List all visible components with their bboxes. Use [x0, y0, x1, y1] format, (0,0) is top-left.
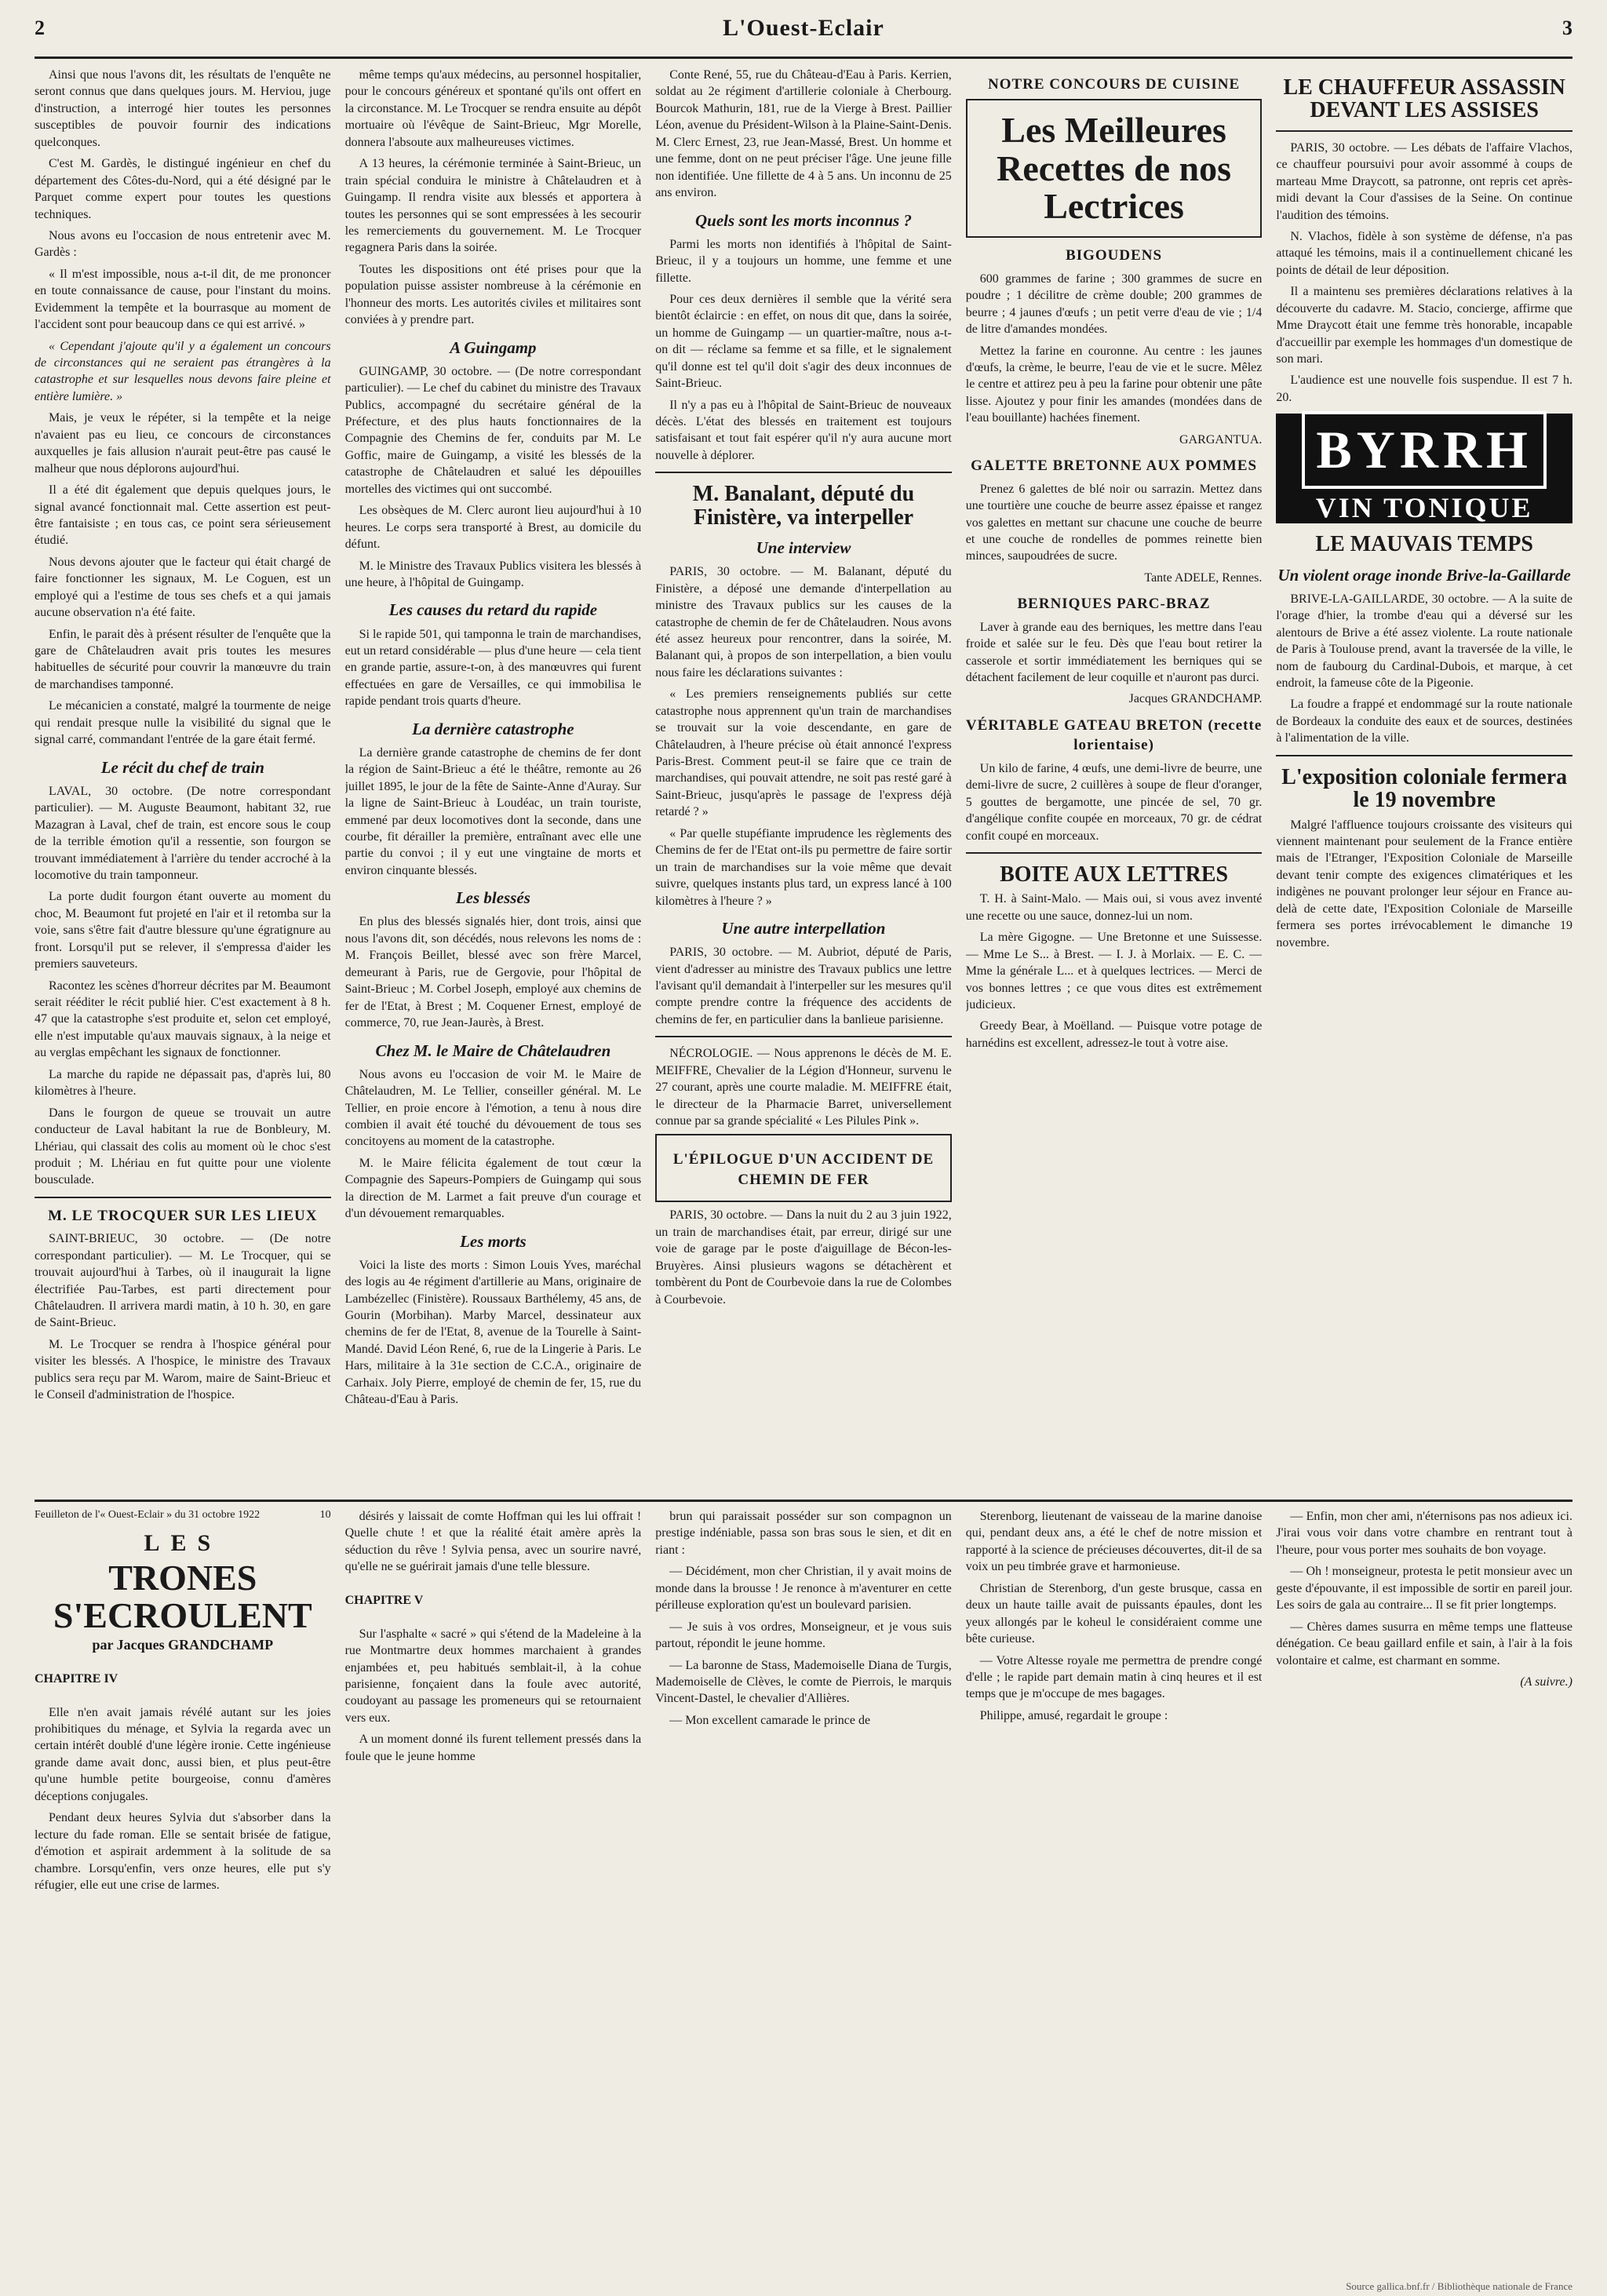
byrrh-advertisement [1276, 414, 1572, 523]
feuilleton-title-block [35, 1528, 331, 1654]
paragraph: Conte René, 55, rue du Château-d'Eau à Paris. Kerrien, soldat au 2e régiment d'artillerie coloniale à Cherbourg. Bourcok Mathurin, 181, rue de la Vierge à Brest. Paillier Léon, avenue du Président-Wilson à la Plaine-Saint-Denis. M. Clerc Ernest, 23, rue Jean-Massé, Brest. Un homme et une femme, dont on ne peut préciser l'âge. Une jeune fille non identifiée. Une fillette de 4 à 5 ans. Un inconnu de 25 ans environ. [655, 68, 952, 200]
signature: Jacques GRANDCHAMP. [1128, 692, 1263, 706]
column-4 [966, 67, 1263, 1495]
divider [655, 1036, 952, 1037]
paragraph: même temps qu'aux médecins, au personnel hospitalier, pour le concours généreux et spontané qu'ils ont offert en la circonstance. M. Le Trocquer se rendra ensuite au dépôt mortuaire où l'évêque de Saint-Brieuc, Mgr Morelle, donnera l'absoute aux malheureuses victimes. [344, 68, 642, 149]
feuilleton-section [35, 1500, 1572, 2261]
recipe-title: BERNIQUES PARC-BRAZ [1017, 596, 1211, 613]
recipe-title: GALETTE BRETONNE AUX POMMES [971, 457, 1258, 475]
paragraph: A un moment donné ils furent tellement pressés dans la foule que le jeune homme [344, 1733, 642, 1763]
ad-brand: BYRRH [1302, 411, 1547, 489]
paragraph: A 13 heures, la cérémonie terminée à Saint-Brieuc, un train spécial conduira le ministre à Châtelaudren et à Guingamp. Il rendra visite aux blessés et apportera à toutes les personnes qui se sont empressées à les secourir les remerciements du gouvernement. M. Le Trocquer regagnera Paris dans la soirée. [344, 157, 642, 255]
headline-banalant: M. Banalant, député du Finistère, va interpeller [692, 482, 915, 530]
paragraph: La porte dudit fourgon étant ouverte au moment du choc, M. Beaumont fut projeté en l'air et il retomba sur la voie, sans s'être fait d'autre blessure qu'une égratignure au front. Lorsqu'il put se relever, il s'empressa d'aider les premiers sauveteurs. [35, 890, 331, 971]
paragraph: M. le Ministre des Travaux Publics visitera les blessés à une heure, à l'hôpital de Guingamp. [344, 559, 642, 589]
paragraph: Sur l'asphalte « sacré » qui s'étend de la Madeleine à la rue Montmartre deux hommes marchaient à grandes enjambées et, peu habitués semblait-il, à la cohue parisienne, fonçaient dans la foule avec autorité, coudoyant au passage les promeneurs qui se retournaient vers eux. [344, 1627, 642, 1725]
paragraph: PARIS, 30 octobre. — M. Aubriot, député de Paris, vient d'adresser au ministre des Travaux publics une lettre l'avisant qu'il demandait à l'interpeller sur les mesures qu'il compte prendre contre la fréquence des accidents de chemins de fer, en particulier dans la banlieue parisienne. [655, 946, 952, 1026]
feuilleton-header-text: Feuilleton de l'« Ouest-Eclair » du 31 octobre 1922 [35, 1509, 261, 1521]
paragraph: NÉCROLOGIE. — Nous apprenons le décès de M. E. MEIFFRE, Chevalier de la Légion d'Honneur, survenu le 27 courant, après une courte maladie. M. MEIFFRE était, le directeur de la Pharmacie Barret, universellement connue par sa grande spécialité « Les Pilules Pink ». [655, 1047, 952, 1128]
paragraph: La dernière grande catastrophe de chemins de fer dont la région de Saint-Brieuc a été le théâtre, remonte au 26 juillet 1895, le jour de la fête de Sainte-Anne d'Auray. Sur la ligne de Saint-Brieuc à Loudéac, un train touriste, emmené par deux locomotives dont la seconde, dans une courbe, fit dérailler la première, entraînant avec elle une partie du convoi ; il y eut une vingtaine de morts et environ cinquante blessés. [344, 745, 642, 877]
paragraph: La marche du rapide ne dépassait pas, d'après lui, 80 kilomètres à l'heure. [35, 1067, 331, 1099]
subheading-interview: Une interview [756, 538, 851, 558]
feuilleton-number: 10 [319, 1509, 331, 1521]
column-1 [35, 67, 331, 1495]
paragraph: PARIS, 30 octobre. — Dans la nuit du 2 au 3 juin 1922, un train de marchandises était, par erreur, dirigé sur une voie de garage par le poste d'aiguillage de Bécon-les-Bruyères. Ainsi plusieurs wagons se détachèrent et tombèrent du Pont de Courbevoie dans la rue de Colombes à Courbevoie. [655, 1208, 952, 1307]
recipes-headline-box [966, 99, 1263, 238]
column-2 [345, 67, 642, 1495]
divider [966, 852, 1263, 854]
source-credit: Source gallica.bnf.fr / Bibliothèque nationale de France [1346, 2280, 1572, 2292]
paragraph: — La baronne de Stass, Mademoiselle Diana de Turgis, Mademoiselle de Clèves, le comte de Pierrois, le marquis Vincent-Dastel, le chevalier d'Allières. [655, 1658, 952, 1706]
paragraph: Elle n'en avait jamais révélé autant sur les joies prohibitiques du ménage, et Sylvia la regarda avec un certain intérêt doublé d'une légère ironie. Cette ingénieuse grande dame avait donc, aussi bien, et plus peut-être qu'une humble petite bourgeoise, connu d'amères déceptions conjugales. [35, 1705, 331, 1803]
paragraph: Nous avons eu l'occasion de voir M. le Maire de Châtelaudren, M. Le Tellier, conseiller général. M. Le Tellier, en proie encore à l'émotion, a tenu à nous dire combien il avait été touché du dévouement de tous ses concitoyens au moment de la catastrophe. [344, 1067, 642, 1149]
section-title: NOTRE CONCOURS DE CUISINE [988, 76, 1241, 93]
headline-epilogue: L'ÉPILOGUE D'UN ACCIDENT DE CHEMIN DE FER [672, 1151, 935, 1188]
headline-recettes: Les Meilleures Recettes de nos Lectrices [997, 110, 1232, 227]
page-number-left: 2 [35, 16, 45, 39]
paragraph: Il n'y a pas eu à l'hôpital de Saint-Brieuc de nouveaux décès. L'état des blessés en traitement est toujours satisfaisant et tout fait espérer qu'il n'y aura aucune mort nouvelle à déplorer. [655, 398, 952, 462]
paragraph: L'audience est une nouvelle fois suspendue. Il est 7 h. 20. [1276, 374, 1572, 404]
feuilleton-column-4 [966, 1508, 1263, 2261]
paragraph: — Chères dames susurra en même temps une flatteuse dénégation. Ce beau gaillard enfile et sain, à l'air à la fois volontaire et calme, est charmant en somme. [1276, 1620, 1572, 1667]
headline-expo: L'exposition coloniale fermera le 19 novembre [1281, 764, 1568, 813]
chapter-heading: CHAPITRE V [344, 1594, 424, 1608]
to-be-continued: (A suivre.) [1520, 1675, 1572, 1689]
paragraph: — Oh ! monseigneur, protesta le petit monsieur avec un geste d'épouvante, il est impossible de sortir en pareil jour. Les soirs de gala au contraire... Il se fit prier longtemps. [1276, 1565, 1572, 1613]
paragraph: BRIVE-LA-GAILLARDE, 30 octobre. — A la suite de l'orage d'hier, la trombe d'eau qui a déversé sur les alentours de Brive a été assez violente. La route nationale de Paris à Toulouse prend, avant la traversée de la ville, le nom de faubourg du Cardinal-Dubois, et marque, à cet endroit, la fameuse côte de la Pigeonie. [1276, 592, 1572, 691]
paragraph: Nous avons eu l'occasion de nous entretenir avec M. Gardès : [35, 228, 331, 260]
paragraph: 600 grammes de farine ; 300 grammes de sucre en poudre ; 1 décilitre de crème double; 200 grammes de beurre ; 4 jaunes d'œufs ; un petit verre d'eau de vie ; 1/4 de litre d'amandes mondées. [965, 272, 1263, 337]
masthead [35, 0, 1572, 59]
feuilleton-column-1 [35, 1508, 331, 2261]
subheading-recit: Le récit du chef de train [100, 757, 264, 777]
subheading-guingamp: A Guingamp [450, 337, 537, 357]
paragraph: La foudre a frappé et endommagé sur la route nationale de Bordeaux la conduite des eaux et de sources, destinées à l'alimentation de la ville. [1276, 698, 1572, 745]
paragraph: Philippe, amusé, regardait le groupe : [979, 1708, 1168, 1722]
paragraph: Il a maintenu ses premières déclarations relatives à la découverte du cadavre. M. Stacio, concierge, affirme que Mme Draycott était une femme très honorable, incapable d'accueillir par exemple les hommages d'un domestique de son mari. [1276, 285, 1572, 366]
paragraph: GUINGAMP, 30 octobre. — (De notre correspondant particulier). — Le chef du cabinet du ministre des Travaux Publics, accompagné du secrétaire général de la Préfecture, et des plus hauts fonctionnaires de la Compagnie des Chemins de fer, conduits par M. Le Goffic, maire de Guingamp, a visité les blessés de la catastrophe de Châtelaudren et salué les dépouilles mortelles des victimes qui ont succombé. [344, 364, 642, 496]
paragraph: — Enfin, mon cher ami, n'éternisons pas nos adieux ici. J'irai vous voir dans votre chambre en rentrant tout à l'heure, pour vous porter mes souhaits de bon voyage. [1276, 1510, 1572, 1557]
paragraph: Mettez la farine en couronne. Au centre : les jaunes d'œufs, la crème, le beurre, l'eau de vie et le sucre. Mêlez le centre et attirez peu à peu la farine pour obtenir une pâte lisse. Ajoutez y pour finir les amandes (mondées dans de l'eau bouillante) hachées finement. [965, 344, 1263, 425]
paragraph: « Les premiers renseignements publiés sur cette catastrophe nous apprennent qu'un train de marchandises se trouvait sur la voie descendante, en gare de Châtelaudren, à l'heure précise où était annoncé l'express Paris-Brest. Comment peut-il se faire que ce train de marchandises, qui pouvait attendre, ne soit pas resté garé à Saint-Brieuc, jusqu'après le passage de l'express déjà retardé ? » [655, 687, 952, 819]
paragraph: Ainsi que nous l'avons dit, les résultats de l'enquête ne seront connus que dans quelques jours. M. Herviou, juge d'instruction, a interrogé hier toutes les personnes susceptibles de pouvoir fournir des indications quelconques. [35, 68, 331, 149]
paragraph: N. Vlachos, fidèle à son système de défense, n'a pas attaqué les témoins, mais il a continuellement chicané les points de détail de leur déposition. [1276, 229, 1572, 277]
subheading-blesses: Les blessés [455, 888, 530, 908]
newspaper-title: L'Ouest-Eclair [723, 15, 884, 41]
paragraph: Prenez 6 galettes de blé noir ou sarrazin. Mettez dans une tourtière une couche de beurre assez épaisse et rangez vos galettes en mettant sur chacune une couche de beurre et une couche de rondelles de pommes reinette bien minces, saupoudrées de sucre. [965, 482, 1263, 563]
paragraph: Pendant deux heures Sylvia dut s'absorber dans la lecture du fade roman. Elle se sentait brisée de fatigue, d'émotion et aspirait ardemment à la solitude de sa chambre. Lorsqu'enfin, vers onze heures, elle put s'y réfugier, elle eut une crise de larmes. [35, 1811, 331, 1892]
column-3 [655, 67, 952, 1495]
paragraph: Parmi les morts non identifiés à l'hôpital de Saint-Brieuc, il y a toujours un homme, une femme et une fillette. [655, 237, 952, 285]
paragraph: Les obsèques de M. Clerc auront lieu aujourd'hui à 10 heures. Le corps sera transporté à Brest, au domicile du défunt. [344, 504, 642, 552]
paragraph: Le mécanicien a constaté, malgré la tourmente de neige qui rendait presque nulle la visibilité du signal que le signal carré, commandant l'entrée de la gare était fermé. [35, 699, 331, 747]
headline-boite: BOITE AUX LETTRES [1000, 862, 1229, 887]
divider [655, 472, 952, 473]
paragraph: Mais, je veux le répéter, si la tempête et la neige n'avaient pas eu lieu, ce concours de circonstances auxquelles je fais allusion n'aurait peut-être pas causé le malheur que nous déplorons aujourd'hui. [35, 411, 331, 476]
paragraph: Racontez les scènes d'horreur décrites par M. Beaumont serait rééditer le récit publié hier. C'est exactement à 8 h. 47 que la catastrophe s'est produite et, selon cet employé, elle n'est imputable qu'aux mauvais signaux, à la neige et au verglas empêchant les signaux de fonctionner. [35, 979, 331, 1060]
paragraph: Si le rapide 501, qui tamponna le train de marchandises, eut un retard considérable — plus d'une heure — cela tient en grande partie, assure-t-on, à des manœuvres qui furent effectuées en gare de Versailles, ce qui immobilisa le rapide pendant trois quarts d'heure. [344, 627, 642, 709]
feuilleton-column-3 [655, 1508, 952, 2261]
feuilleton-title: TRONES S'ECROULENT [53, 1557, 312, 1636]
feuilleton-column-2 [345, 1508, 642, 2261]
paragraph: « Par quelle stupéfiante imprudence les règlements des Chemins de fer de l'Etat ont-ils pu permettre de faire sortir un train de marchandises sur la voie même que devait suivre, quelques instants plus tard, un express lancé à 100 kilomètres à l'heure ? » [655, 826, 952, 908]
paragraph: Voici la liste des morts : Simon Louis Yves, maréchal des logis au 4e régiment d'artillerie au Mans, originaire de Lambézellec (Finistère). Roussaux Barthélemy, 45 ans, de Gourin (Morbihan). Marby Marcel, dessinateur aux chemins de fer de l'Etat, 8, avenue de la Tourelle à Saint-Mandé. David Léon René, 6, rue de la Lingerie à Paris. Le Hars, militaire à la 31e section de C.C.A., originaire de Carhaix. Joly Pierre, employé de chemin de fer, 15, rue du Château-d'Eau à Paris. [344, 1258, 642, 1407]
paragraph: Pour ces deux dernières il semble que la vérité sera bientôt éclaircie : en effet, on nous dit que, dans la soirée, un homme de Guingamp — un quartier-maître, nous a-t-on dit — réclame sa femme et sa fille, et le signalement qu'il donne est tel qu'il doit s'agir des deux inconnues de Saint-Brieuc. [655, 292, 952, 391]
subheading-derniere: La dernière catastrophe [412, 719, 574, 738]
paragraph: désirés y laissait de comte Hoffman qui les lui offrait ! Quelle chute ! et que la réalité était amère après la séduction du rêve ! Sylvia pensa, avec un sourire navré, qu'elle ne se guérirait jamais d'une telle blessure. [344, 1510, 642, 1574]
paragraph: Dans le fourgon de queue se trouvait un autre conducteur de Laval habitant la rue de Bonbleury, M. Lhériau, qui classait des colis au moment où le choc s'est produit ; M. Lhériau en fut quitte pour une violente bousculade. [35, 1106, 331, 1187]
paragraph: C'est M. Gardès, le distingué ingénieur en chef du département des Côtes-du-Nord, qui a été désigné par le Parquet comme expert pour toutes les questions techniques. [35, 157, 331, 221]
paragraph: Laver à grande eau des berniques, les mettre dans l'eau froide et salée sur le feu. Dès que l'eau bout retirer la casserole et sortir immédiatement les berniques qui se détachent facilement de leur coquille et n'auront pas durci. [965, 620, 1263, 685]
epilogue-box [655, 1134, 952, 1202]
article-grid [35, 67, 1572, 1495]
ad-tagline: VIN TONIQUE [1315, 491, 1533, 523]
paragraph: En plus des blessés signalés hier, dont trois, ainsi que nous l'avons dit, son décédés, nous relevons les noms de : M. François Beillet, blessé avec son frère Marcel, demeurant à Paris, rue de Gergovie, pour l'hôpital de Saint-Brieuc ; M. Corbel Joseph, employé aux chemins de fer de l'Etat, à Brest ; M. Coquener Ernest, employé de commerce, 70, rue Jean-Jaurès, à Brest. [344, 915, 642, 1030]
recipe-title: BIGOUDENS [1066, 247, 1163, 264]
headline-chauffeur: LE CHAUFFEUR ASSASSIN DEVANT LES ASSISES [1283, 75, 1565, 123]
paragraph: Greedy Bear, à Moëlland. — Puisque votre potage de harnédins est excellent, adressez-le tout à votre aise. [965, 1019, 1263, 1050]
paragraph: — Décidément, mon cher Christian, il y avait moins de monde dans la brousse ! Je renonce à m'aventurer en cette périlleuse exploration qu'est un boulevard parisien. [655, 1565, 952, 1613]
paragraph: « Il m'est impossible, nous a-t-il dit, de me prononcer en toute connaissance de cause, pour l'instant du moins. Evidemment la tempête et la bourrasque au moment de l'accident sont pour beaucoup dans ce qui est arrivé. » [35, 267, 331, 332]
paragraph: T. H. à Saint-Malo. — Mais oui, si vous avez inventé une recette ou une sauce, donnez-lui un nom. [965, 892, 1263, 923]
headline-temps: LE MAUVAIS TEMPS [1315, 532, 1533, 557]
paragraph: — Votre Altesse royale me permettra de prendre congé d'elle ; le rapide part demain matin à cinq heures et il est temps que je m'occupe de mes bagages. [965, 1653, 1263, 1701]
subheading-causes: Les causes du retard du rapide [388, 600, 598, 620]
subheading-autre: Une autre interpellation [721, 918, 886, 938]
paragraph: brun qui paraissait posséder sur son compagnon un prestige indéniable, passa son bras sous le sien, et dit en riant : [655, 1510, 952, 1557]
divider [35, 1197, 331, 1198]
page-number-right: 3 [1562, 16, 1572, 39]
signature: GARGANTUA. [1179, 432, 1263, 446]
subheading-inconnus: Quels sont les morts inconnus ? [694, 210, 912, 230]
subheading-maire: Chez M. le Maire de Châtelaudren [375, 1040, 611, 1060]
headline-trocquer: M. LE TROCQUER SUR LES LIEUX [48, 1207, 318, 1224]
recipe-title: VÉRITABLE GATEAU BRETON (recette lorientaise) [965, 716, 1263, 754]
divider [1276, 130, 1572, 132]
column-5 [1276, 67, 1572, 1495]
subheading-morts: Les morts [460, 1231, 527, 1251]
chapter-heading: CHAPITRE IV [35, 1671, 118, 1686]
paragraph: Enfin, le parait dès à présent résulter de l'enquête que la gare de Châtelaudren avait pris toutes les mesures habituelles de sécurité pour couvrir la manœuvre du train de marchandises tamponné. [35, 627, 331, 691]
feuilleton-title-les: LES [144, 1529, 222, 1556]
paragraph: Toutes les dispositions ont été prises pour que la population puisse assister nombreuse à la cérémonie en l'honneur des morts. Les autorités civiles et militaires sont conviées à y prendre part. [344, 262, 642, 327]
paragraph: LAVAL, 30 octobre. (De notre correspondant particulier). — M. Auguste Beaumont, habitant 32, rue Mazagran à Laval, chef de train, est encore sous le coup de la terrible émotion qu'il a ressentie, son fourgon se trouvant immédiatement à l'arrière du tender accroché à la locomotive du train tamponneur. [35, 784, 331, 882]
paragraph: La mère Gigogne. — Une Bretonne et une Suissesse. — Mme Le S... à Brest. — I. J. à Morlaix. — E. C. — Mme la générale L... et à quelques lectrices. — Merci de vos bonnes lettres ; ce que vous dites est extrêmement judicieux. [965, 931, 1263, 1011]
paragraph: Sterenborg, lieutenant de vaisseau de la marine danoise qui, pendant deux ans, a été le chef de notre mission et rapporté à la science de précieuses découvertes, dit-il de sa voix un peu timbrée grave et harmonieuse. [965, 1510, 1263, 1574]
paragraph: Nous devons ajouter que le facteur qui était chargé de faire fonctionner les signaux, M. Le Coguen, est un employé qui a l'estime de tous ses chefs et a qui jamais aucune observation n'a été faite. [35, 555, 331, 620]
divider [1276, 755, 1572, 756]
paragraph: Christian de Sterenborg, d'un geste brusque, cassa en deux un haute taille avait de puissants épaules, dont les yeux allongés par le koheul le considéraient comme une bête curieuse. [965, 1581, 1263, 1646]
paragraph: M. Le Trocquer se rendra à l'hospice général pour visiter les blessés. A l'hospice, le ministre des Travaux publics sera reçu par M. Warom, maire de Saint-Brieuc et le Conseil d'administration de l'hospice. [35, 1337, 331, 1402]
paragraph: SAINT-BRIEUC, 30 octobre. — (De notre correspondant particulier). — M. Le Trocquer, qui se trouvait aujourd'hui à Tarbes, où il inaugurait la ligne électrifiée Pau-Tarbes, est parti directement pour Châtelaudren. Il arrivera mardi matin, à 10 h. 30, en gare de Saint-Brieuc. [35, 1232, 331, 1330]
paragraph: — Je suis à vos ordres, Monseigneur, et je vous suis partout, répondit le jeune homme. [655, 1620, 952, 1651]
paragraph: Malgré l'affluence toujours croissante des visiteurs qui viennent maintenant pour seulement de la France entière mais de l'Etranger, l'Exposition Coloniale de Marseille devant tenir compte des exigences climatériques et les indigènes ne pouvant prolonger leur séjour en France au-delà de cette date, l'Exposition Coloniale de Marseille fermera ses portes irrévocablement le dimanche 19 novembre. [1276, 818, 1572, 949]
feuilleton-author: par Jacques GRANDCHAMP [92, 1636, 274, 1653]
paragraph: — Mon excellent camarade le prince de [669, 1713, 871, 1727]
feuilleton-column-5 [1276, 1508, 1572, 2261]
paragraph: « Cependant j'ajoute qu'il y a également un concours de circonstances qui ne seraient pas étrangères à la catastrophe et sur lesquelles nous devons faire pleine et entière lumière. » [35, 339, 331, 403]
subheading-orage: Un violent orage inonde Brive-la-Gaillarde [1277, 565, 1571, 585]
paragraph: Un kilo de farine, 4 œufs, une demi-livre de beurre, une demi-livre de sucre, 2 cuillères à soupe de fleur d'oranger, 5 gouttes de bergamotte, une pincée de sel, 70 gr. d'angélique confite coupée en morceaux, 70 gr. de cédrat confit coupé en morceaux. [965, 761, 1263, 843]
paragraph: M. le Maire félicita également de tout cœur la Compagnie des Sapeurs-Pompiers de Guingamp qui sous la direction de M. Larmet a fait preuve d'un courage et d'un dévouement remarquables. [344, 1156, 642, 1221]
paragraph: Il a été dit également que depuis quelques jours, le signal avancé fonctionnait mal. Cette assertion est peut-être fantaisiste ; en tous cas, ce point sera sérieusement étudié. [35, 483, 331, 548]
paragraph: PARIS, 30 octobre. — M. Balanant, député du Finistère, a déposé une demande d'interpellation au ministre des Travaux publics sur les causes de la catastrophe de chemin de fer de Châtelaudren. Nous avons été assez heureux pour rencontrer, dans la soirée, M. Balanant qui, à propos de son interpellation, a bien voulu nous faire les déclarations suivantes : [655, 565, 952, 680]
feuilleton-header [35, 1508, 331, 1523]
signature: Tante ADELE, Rennes. [1144, 570, 1263, 585]
paragraph: PARIS, 30 octobre. — Les débats de l'affaire Vlachos, ce chauffeur poursuivi pour avoir assommé à coups de marteau Mme Draycott, sa patronne, ont repris cet après-midi devant la Cour d'assises de la Seine. On continue l'audition des témoins. [1276, 140, 1572, 222]
